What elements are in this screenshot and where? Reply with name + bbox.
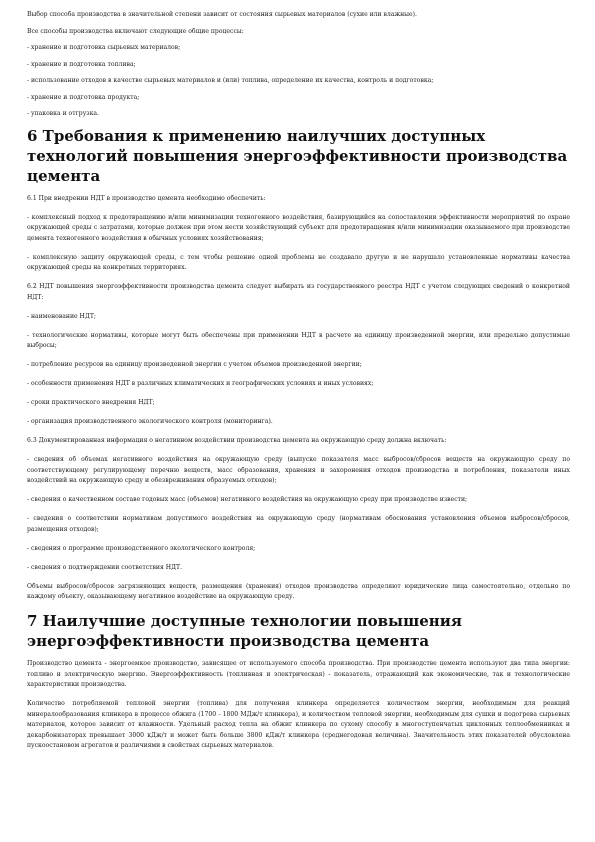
list-item: - особенности применения НДТ в различных климатических и географических условиях и иных условиях; xyxy=(27,380,374,387)
list-item: - технологические нормативы, которые могут быть обеспечены при применении НДТ в расчете на единицу произведенной энергии, или предельно допустимые выбросы; xyxy=(27,331,570,349)
list-item: - использование отходов в качестве сырьевых материалов и (или) топлива, определение их качества, контроль и подготовка; xyxy=(27,77,434,84)
list-item: - сроки практического внедрения НДТ; xyxy=(27,399,155,406)
list-item: - комплексную защиту окружающей среды, с тем чтобы решение одной проблемы не создавало другую и не нарушало установленные нормативы качества окружающей среды на конкретных территориях. xyxy=(27,253,570,271)
list-item: - организация производственного экологического контроля (мониторинга). xyxy=(27,418,273,425)
paragraph: Все способы производства включают следующие общие процессы: xyxy=(27,27,244,35)
section-7-body xyxy=(27,659,570,752)
document-page xyxy=(27,10,570,760)
list-item: - сведения о подтверждении соответствия НДТ. xyxy=(27,563,183,571)
list-item: - потребление ресурсов на единицу произведенной энергии с учетом объемов произведенной энергии; xyxy=(27,361,362,368)
list-item: - хранение и подготовка продукта; xyxy=(27,93,140,101)
paragraph: 6.3 Документированная информация о негативном воздействии производства цемента на окружающую среду должна включать: xyxy=(27,437,447,444)
paragraph: 6.2 НДТ повышения энергоэффективности производства цемента следует выбирать из государственного реестра НДТ с учетом следующих сведений о конкретной НДТ: xyxy=(27,283,570,301)
list-item: - хранение и подготовка сырьевых материалов; xyxy=(27,44,181,51)
section-6-body xyxy=(27,194,570,603)
paragraph: Производство цемента - энергоемкое производство, зависящее от используемого способа производства. При производстве цемента используют два типа энергии: топливо и электрическую энергию. Энергоэффективность (топливная и электрическая) - показатель, отражающий как экономические, так и технологические характеристики производства. xyxy=(27,660,570,688)
list-item: - сведения о программе производственного экологического контроля; xyxy=(27,544,256,552)
list-item: - упаковка и отгрузка. xyxy=(27,110,99,117)
intro-block xyxy=(27,10,570,120)
paragraph: Выбор способа производства в значительной степени зависит от состояния сырьевых материалов (сухие или влажные). xyxy=(27,11,417,18)
list-item: - наименование НДТ; xyxy=(27,312,96,320)
list-item: - сведения о соответствии нормативам допустимого воздействия на окружающую среду (нормативам обоснования установления объемов выбросов/сбросов, размещения отходов); xyxy=(27,515,570,533)
paragraph: Объемы выбросов/сбросов загрязняющих веществ, размещения (хранения) отходов производства определяют юридические лица самостоятельно, отдельно по каждому объекту, оказывающему негативное воздействие на окружающую среду. xyxy=(27,582,570,600)
list-item: - хранение и подготовка топлива; xyxy=(27,60,136,68)
list-item: - комплексный подход к предотвращению и/или минимизации техногенного воздействия, базирующийся на сопоставлении эффективности мероприятий по охране окружающей среды с затратами, которые должен при этом нести хозяйствующий субъект для предотвращения и/или минимизации оказываемого при производстве цемента техногенного воздействия в обычных условиях хозяйствования; xyxy=(27,213,570,242)
list-item: - сведения об объемах негативного воздействия на окружающую среду (выпуске показателя масс выбросов/сбросов веществ на окружающую среду по соответствующему регулирующему перечню веществ, масс образования, хранения и захоронения отходов производства и потребления, показатели иных воздействий на окружающую среду и обезвреживания образуемых отходов); xyxy=(27,456,570,484)
list-item: - сведения о качественном составе годовых масс (объемов) негативного воздействия на окружающую среду при производстве извести; xyxy=(27,496,468,503)
paragraph: 6.1 При внедрении НДТ в производство цемента необходимо обеспечить: xyxy=(27,194,266,202)
paragraph: Количество потребляемой тепловой энергии (топлива) для получения клинкера определяется количеством энергии, необходимым для реакций минералообразования клинкера в процессе обжига (1700 - 1800 МДж/т клинкера), и количеством тепловой энергии, необходимым для сушки и подогрева сырьевых материалов, которое зависит от влажности. Удельный расход тепла на обжиг клинкера по сухому способу в многоступенчатых циклонных теплообменниках и декарбонизаторах превышает 3000 кДж/т и может быть больше 3800 кДж/т клинкера (среднегодовая величина). Значительность этих показателей обусловлена пускоостановом агрегатов и различиями в свойствах сырьевых материалов. xyxy=(27,700,570,749)
section-6-heading: 6 Требования к применению наилучших доступных технологий повышения энергоэффективности производства цемента xyxy=(27,126,568,185)
section-7-heading: 7 Наилучшие доступные технологии повышения энергоэффективности производства цемента xyxy=(27,612,462,650)
